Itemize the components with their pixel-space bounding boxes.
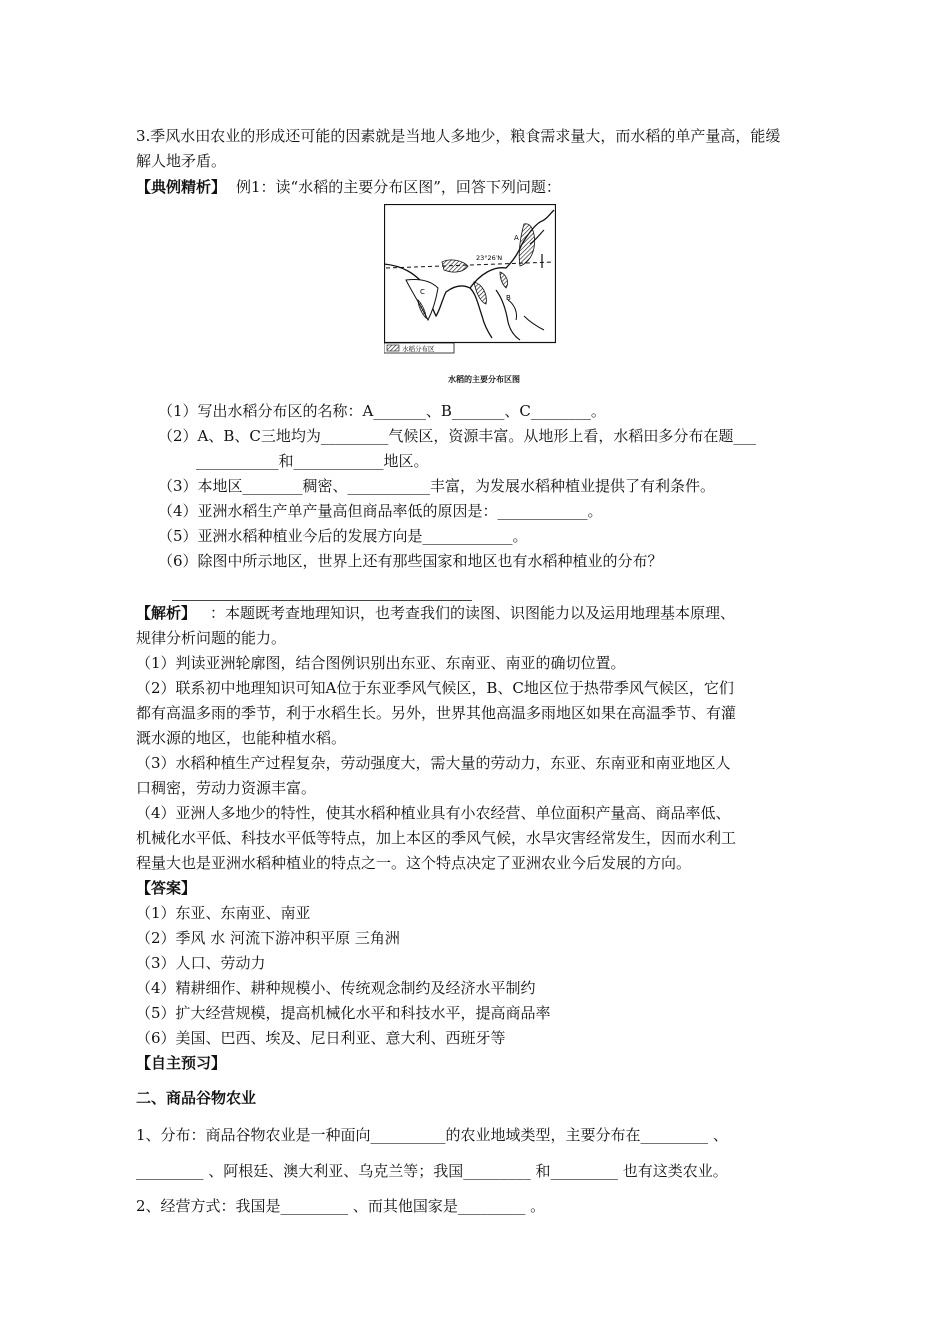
text-line: （4）亚洲人多地少的特性，使其水稻种植业具有小农经营、单位面积产量高、商品率低、	[136, 804, 731, 822]
answer-line: （5）扩大经营规模，提高机械化水平和科技水平，提高商品率	[136, 1004, 551, 1022]
answer-line: （3）人口、劳动力	[136, 954, 266, 972]
text-line: 机械化水平低、科技水平低等特点，加上本区的季风气候，水旱灾害经常发生，因而水利工	[136, 829, 737, 847]
tropic-label: 23°26′N	[476, 254, 503, 262]
text-line: 例1：读“水稻的主要分布区图”，回答下列问题：	[236, 178, 561, 196]
fill-in-line: 2、经营方式：我国是_________ 、而其他国家是_________ 。	[136, 1197, 546, 1215]
text-line: 溉水源的地区，也能种植水稻。	[136, 729, 347, 747]
answer-line: （2）季风 水 河流下游冲积平原 三角洲	[136, 929, 400, 947]
question-line: （4）亚洲水稻生产单产量高但商品率低的原因是：____________。	[158, 502, 603, 520]
answer-line: （1）东亚、东南亚、南亚	[136, 904, 311, 922]
map-label-c: C	[420, 288, 425, 296]
question-line: ___________和____________地区。	[196, 452, 429, 470]
map-legend-label: 水稻分布区	[402, 345, 435, 353]
map-label-b: B	[506, 294, 511, 302]
text-line: 都有高温多雨的季节，利于水稻生长。另外，世界其他高温多雨地区如果在高温季节、有灌	[136, 704, 737, 722]
legend-swatch	[387, 345, 399, 351]
question-line: （6）除图中所示地区，世界上还有那些国家和地区也有水稻种植业的分布？	[158, 552, 663, 570]
question-line: （5）亚洲水稻种植业今后的发展方向是____________。	[158, 527, 528, 545]
section-heading: 【自主预习】	[136, 1054, 227, 1072]
section-heading: 【答案】	[136, 879, 197, 897]
answer-line: （6）美国、巴西、埃及、尼日利亚、意大利、西班牙等	[136, 1029, 506, 1047]
text-line: （2）联系初中地理知识可知A位于东亚季风气候区，B、C地区位于热带季风气候区，它们	[136, 679, 734, 697]
fill-in-line: 1、分布：商品谷物农业是一种面向__________的农业地域类型，主要分布在_________ 、	[136, 1126, 728, 1144]
text-line: 口稠密，劳动力资源丰富。	[136, 779, 317, 797]
map-label-a: A	[514, 234, 519, 242]
text-line: 解人地矛盾。	[136, 152, 227, 170]
answer-blank-line	[172, 600, 472, 601]
section-title: 二、商品谷物农业	[136, 1089, 257, 1107]
question-line: （1）写出水稻分布区的名称：A_______、B_______、C________。	[158, 402, 606, 420]
text-line: （3）水稻种植生产过程复杂，劳动强度大，需大量的劳动力，东亚、东南亚和南亚地区人	[136, 754, 731, 772]
section-heading: 【典例精析】	[136, 178, 227, 196]
text-line: ：本题既考查地理知识，也考查我们的读图、识图能力以及运用地理基本原理、	[210, 604, 736, 622]
question-line: （3）本地区________稠密、___________丰富，为发展水稻种植业提供了有利条件。	[158, 477, 716, 495]
text-line: 3.季风水田农业的形成还可能的因素就是当地人多地少，粮食需求量大，而水稻的单产量高，能缓	[136, 127, 781, 145]
fill-in-line: _________ 、阿根廷、澳大利亚、乌克兰等；我国_________ 和_________ 也有这类农业。	[136, 1162, 728, 1180]
text-line: 程量大也是亚洲水稻种植业的特点之一。这个特点决定了亚洲农业今后发展的方向。	[136, 854, 692, 872]
section-heading: 【解析】	[136, 604, 197, 622]
text-line: 规律分析问题的能力。	[136, 629, 287, 647]
map-caption: 水稻的主要分布区图	[448, 375, 520, 384]
text-line: （1）判读亚洲轮廓图，结合图例识别出东亚、东南亚、南亚的确切位置。	[136, 654, 626, 672]
rice-distribution-map	[384, 204, 556, 354]
question-line: （2）A、B、C三地均为_________气候区，资源丰富。从地形上看，水稻田多分布在题___	[158, 427, 756, 445]
answer-line: （4）精耕细作、耕种规模小、传统观念制约及经济水平制约	[136, 979, 536, 997]
